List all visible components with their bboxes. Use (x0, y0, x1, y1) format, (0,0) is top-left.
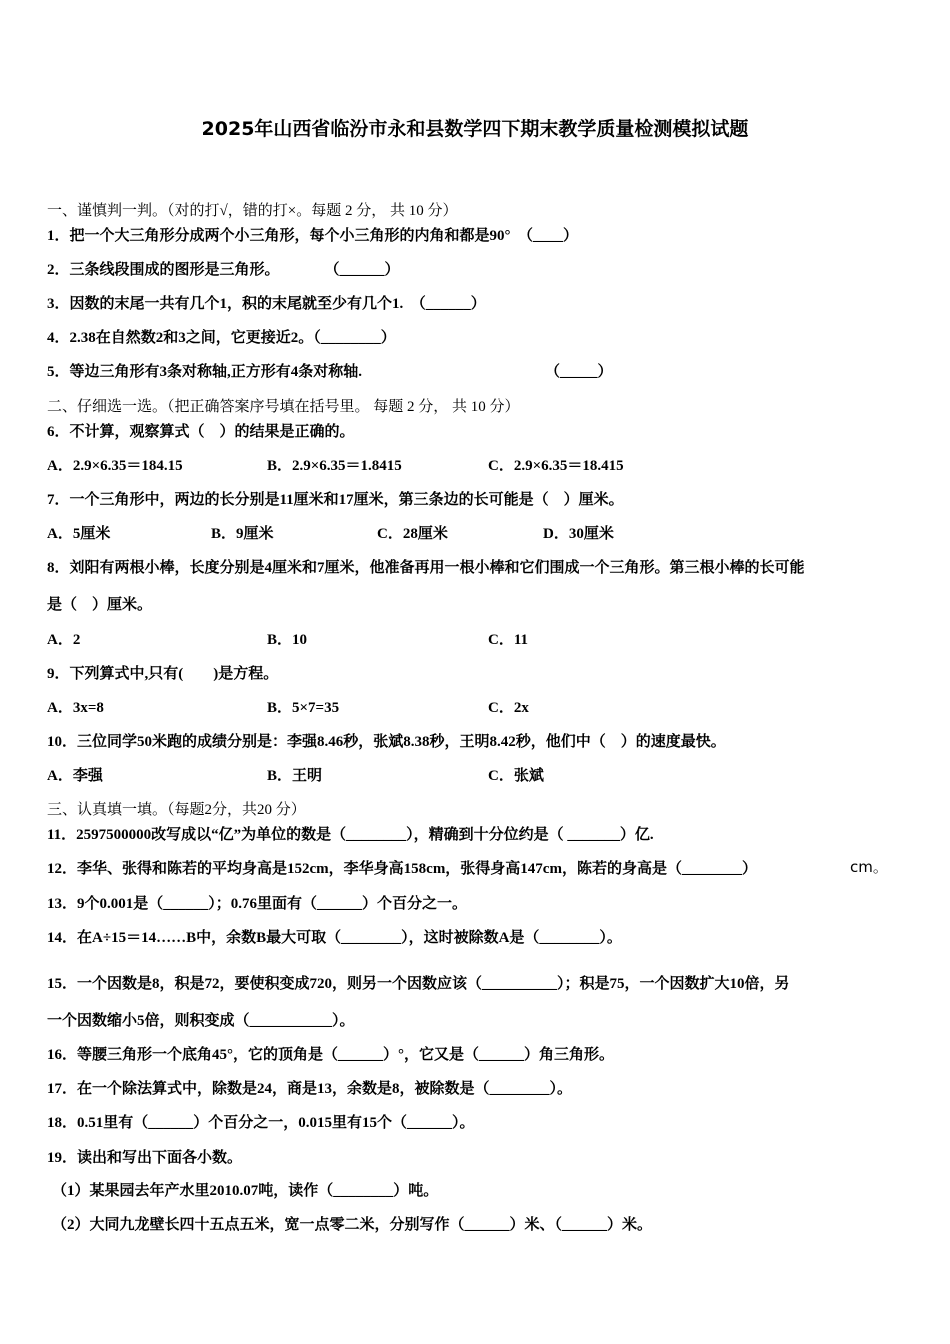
question-10: 10．三位同学50米跑的成绩分别是：李强8.46秒，张斌8.38秒，王明8.42秒，他们中（ ）的速度最快。 (47, 734, 726, 750)
option: C．张斌 (488, 768, 544, 784)
section-heading-1: 一、谨慎判一判。（对的打√，错的打×。每题 2 分， 共 10 分） (47, 203, 458, 219)
option: A．3x=8 (47, 700, 104, 716)
question-18: 18．0.51里有（______）个百分之一，0.015里有15个（______）。 (47, 1115, 475, 1131)
option: D．30厘米 (543, 526, 614, 542)
question-19: 19．读出和写出下面各小数。 (47, 1150, 243, 1166)
option: C．28厘米 (377, 526, 448, 542)
option: C．2.9×6.35＝18.415 (488, 458, 624, 474)
option: C．11 (488, 632, 529, 648)
option: C．2x (488, 700, 529, 716)
question-12-unit: cm。 (850, 858, 888, 876)
option: A．5厘米 (47, 526, 111, 542)
question-12: 12．李华、张得和陈若的平均身高是152cm，李华身高158cm，张得身高147cm，陈若的身高是（________） (47, 861, 757, 877)
question-6: 6．不计算，观察算式（ ）的结果是正确的。 (47, 424, 355, 440)
question-4: 4．2.38在自然数2和3之间，它更接近2。（________） (47, 330, 396, 346)
question-14: 14．在A÷15＝14……B中，余数B最大可取（________），这时被除数A是（________）。 (47, 930, 622, 946)
section-heading-2: 二、仔细选一选。（把正确答案序号填在括号里。 每题 2 分， 共 10 分） (47, 399, 520, 415)
question-19-part-1: （1）某果园去年产水里2010.07吨，读作（________）吨。 (52, 1183, 439, 1199)
option: B．9厘米 (211, 526, 274, 542)
question-5-blank: （_____） (545, 364, 613, 380)
option: A．2.9×6.35＝184.15 (47, 458, 183, 474)
option: B．5×7=35 (267, 700, 340, 716)
question-13: 13．9个0.001是（______）；0.76里面有（______）个百分之一。 (47, 896, 468, 912)
question-2: 2．三条线段围成的图形是三角形。 （______） (47, 262, 400, 278)
section-heading-3: 三、认真填一填。（每题2分，共20 分） (47, 802, 306, 818)
question-8: 8．刘阳有两根小棒，长度分别是4厘米和7厘米，他准备再用一根小棒和它们围成一个三角形。第三根小棒的长可能 (47, 560, 805, 576)
question-11: 11．2597500000改写成以“亿”为单位的数是（________），精确到十分位约是（ _______）亿. (47, 827, 654, 843)
option: B．10 (267, 632, 308, 648)
question-15-cont: 一个因数缩小5倍，则积变成（___________）。 (47, 1013, 355, 1029)
option: A．2 (47, 632, 81, 648)
page-title: 2025年山西省临汾市永和县数学四下期末教学质量检测模拟试题 (201, 118, 749, 140)
question-16: 16．等腰三角形一个底角45°，它的顶角是（______）°，它又是（______）角三角形。 (47, 1047, 615, 1063)
question-5: 5．等边三角形有3条对称轴,正方形有4条对称轴. (47, 364, 363, 380)
option: B．王明 (267, 768, 323, 784)
question-1: 1．把一个大三角形分成两个小三角形，每个小三角形的内角和都是90° （____） (47, 228, 579, 244)
question-9: 9．下列算式中,只有( )是方程。 (47, 666, 279, 682)
question-8-cont: 是（ ）厘米。 (47, 597, 153, 613)
question-7: 7．一个三角形中，两边的长分别是11厘米和17厘米，第三条边的长可能是（ ）厘米。 (47, 492, 624, 508)
question-3: 3．因数的末尾一共有几个1，积的末尾就至少有几个1. （______） (47, 296, 486, 312)
question-17: 17．在一个除法算式中，除数是24，商是13，余数是8，被除数是（________）。 (47, 1081, 573, 1097)
question-19-part-2: （2）大同九龙壁长四十五点五米，宽一点零二米，分别写作（______）米、（______）米。 (52, 1217, 653, 1233)
question-15: 15．一个因数是8，积是72，要使积变成720，则另一个因数应该（__________）；积是75，一个因数扩大10倍，另 (47, 976, 790, 992)
option: A．李强 (47, 768, 103, 784)
option: B．2.9×6.35＝1.8415 (267, 458, 402, 474)
